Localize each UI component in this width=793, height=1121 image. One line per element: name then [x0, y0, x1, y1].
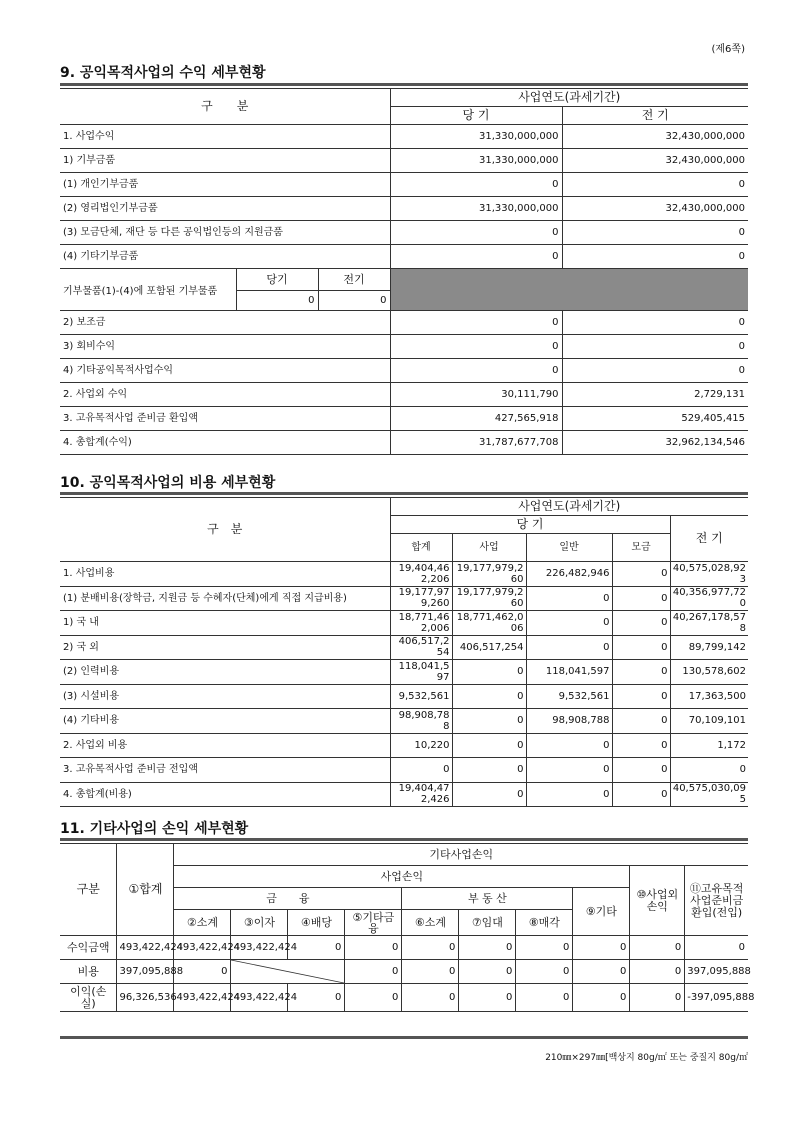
business-value: 406,517,254 [452, 635, 526, 660]
total-value: 19,404,462,206 [390, 562, 452, 587]
table-row [60, 709, 748, 734]
current-value: 31,330,000,000 [390, 125, 562, 149]
business-value: 0 [452, 758, 526, 783]
previous-value: 0 [562, 335, 748, 359]
row-label: 2. 사업외 비용 [60, 733, 390, 758]
previous-value: 2,729,131 [562, 383, 748, 407]
rent-value: 0 [459, 960, 516, 984]
rent-value: 0 [459, 936, 516, 960]
fundraising-value: 0 [612, 709, 670, 734]
current-value: 31,330,000,000 [390, 197, 562, 221]
row-label: 수익금액 [60, 936, 117, 960]
table-row [60, 984, 748, 1012]
general-value: 226,482,946 [526, 562, 612, 587]
current-value: 427,565,918 [390, 407, 562, 431]
col-header-total: ①합계 [117, 844, 174, 936]
col-header-fundraising: 모금 [612, 534, 670, 562]
row-label: (2) 영리법인기부금품 [60, 197, 390, 221]
goods-previous-header: 전기 [318, 269, 390, 291]
section-11-rule [60, 838, 748, 841]
nonbusiness-value: 0 [630, 936, 685, 960]
previous-value: 89,799,142 [670, 635, 748, 660]
section-10-title: 10. 공익목적사업의 비용 세부현황 [60, 475, 276, 491]
table-row [60, 960, 748, 984]
general-value: 9,532,561 [526, 684, 612, 709]
general-value: 118,041,597 [526, 660, 612, 685]
fundraising-value: 0 [612, 660, 670, 685]
realestate-subtotal-value: 0 [402, 960, 459, 984]
table-row [60, 660, 748, 685]
business-value: 0 [452, 660, 526, 685]
current-value: 0 [390, 221, 562, 245]
general-value: 0 [526, 782, 612, 807]
col-header-etc: ⑨기타 [573, 888, 630, 936]
table-row [60, 758, 748, 783]
table-row [60, 684, 748, 709]
table-row [60, 431, 748, 455]
previous-value: 0 [562, 245, 748, 269]
total-value: 96,326,536 [117, 984, 174, 1012]
general-value: 0 [526, 733, 612, 758]
other-finance-value: 0 [345, 936, 402, 960]
fundraising-value: 0 [612, 782, 670, 807]
business-value: 0 [452, 733, 526, 758]
previous-value: 40,575,030,095 [670, 782, 748, 807]
fundraising-value: 0 [612, 684, 670, 709]
nonbusiness-value: 0 [630, 984, 685, 1012]
table-row [60, 221, 748, 245]
previous-value: 0 [562, 173, 748, 197]
general-value: 0 [526, 611, 612, 636]
sale-value: 0 [516, 984, 573, 1012]
total-value: 0 [390, 758, 452, 783]
table-row [60, 782, 748, 807]
table-row [60, 383, 748, 407]
sale-value: 0 [516, 960, 573, 984]
col-header-general: 일반 [526, 534, 612, 562]
col-header-previous: 전 기 [670, 516, 748, 562]
previous-value: 32,962,134,546 [562, 431, 748, 455]
col-header-year: 사업연도(과세기간) [390, 498, 748, 516]
fundraising-value: 0 [612, 733, 670, 758]
dividend-value: 0 [288, 984, 345, 1012]
business-value: 19,177,979,260 [452, 562, 526, 587]
etc-value: 0 [573, 960, 630, 984]
reserve-value: -397,095,888 [685, 984, 748, 1012]
col-header-business: 사업 [452, 534, 526, 562]
col-header-realestate: 부 동 산 [402, 888, 573, 910]
col-header-reserve: ⑪고유목적사업준비금환입(전입) [685, 866, 748, 936]
general-value: 98,908,788 [526, 709, 612, 734]
row-label: (2) 인력비용 [60, 660, 390, 685]
table-row [60, 407, 748, 431]
table-row [60, 936, 748, 960]
row-label: 비용 [60, 960, 117, 984]
paper-spec-footer: 210㎜×297㎜[백상지 80g/㎡ 또는 중질지 80g/㎡ [545, 1053, 748, 1063]
col-header-interest: ③이자 [231, 910, 288, 936]
general-value: 0 [526, 758, 612, 783]
row-label: 1) 국 내 [60, 611, 390, 636]
row-label: (4) 기타비용 [60, 709, 390, 734]
current-value: 30,111,790 [390, 383, 562, 407]
previous-value: 32,430,000,000 [562, 149, 748, 173]
row-label: 2) 보조금 [60, 311, 390, 335]
fundraising-value: 0 [612, 562, 670, 587]
col-header-rent: ⑦임대 [459, 910, 516, 936]
previous-value: 0 [562, 221, 748, 245]
total-value: 98,908,788 [390, 709, 452, 734]
total-value: 406,517,254 [390, 635, 452, 660]
col-header-dividend: ④배당 [288, 910, 345, 936]
table-row [60, 586, 748, 611]
business-value: 18,771,462,006 [452, 611, 526, 636]
previous-value: 32,430,000,000 [562, 197, 748, 221]
dividend-value: 0 [288, 936, 345, 960]
previous-value: 529,405,415 [562, 407, 748, 431]
expense-table [60, 497, 748, 562]
row-label: (1) 분배비용(장학금, 지원금 등 수혜자(단체)에게 직접 지급비용) [60, 586, 390, 611]
diagonal-line [231, 960, 344, 983]
col-header-other-finance: ⑤기타금융 [345, 910, 402, 936]
row-label: 1. 사업수익 [60, 125, 390, 149]
current-value: 0 [390, 173, 562, 197]
row-label: (4) 기타기부금품 [60, 245, 390, 269]
nonbusiness-value: 0 [630, 960, 685, 984]
previous-value: 17,363,500 [670, 684, 748, 709]
other-finance-value: 0 [345, 960, 402, 984]
row-label: 1. 사업비용 [60, 562, 390, 587]
table-row [60, 149, 748, 173]
realestate-subtotal-value: 0 [402, 984, 459, 1012]
col-header-gubun: 구 분 [60, 89, 390, 125]
table-row [60, 562, 748, 587]
business-value: 0 [452, 782, 526, 807]
general-value: 0 [526, 635, 612, 660]
row-label: 4) 기타공익목적사업수익 [60, 359, 390, 383]
col-header-total: 합계 [390, 534, 452, 562]
col-header-gubun: 구 분 [60, 498, 390, 562]
previous-value: 0 [562, 311, 748, 335]
page-number: (제6쪽) [711, 44, 745, 55]
current-value: 31,330,000,000 [390, 149, 562, 173]
previous-value: 32,430,000,000 [562, 125, 748, 149]
finance-subtotal-value: 493,422,424 [174, 984, 231, 1012]
current-value: 0 [390, 359, 562, 383]
business-value: 0 [452, 684, 526, 709]
table-row [60, 359, 748, 383]
other-finance-value: 0 [345, 984, 402, 1012]
table-row [60, 311, 748, 335]
row-label: (3) 모금단체, 재단 등 다른 공익법인등의 지원금품 [60, 221, 390, 245]
previous-value: 130,578,602 [670, 660, 748, 685]
col-header-year: 사업연도(과세기간) [390, 89, 748, 107]
table-row [60, 173, 748, 197]
row-label: 4. 총합계(비용) [60, 782, 390, 807]
current-value: 0 [390, 245, 562, 269]
previous-value: 40,356,977,720 [670, 586, 748, 611]
row-label: 1) 기부금품 [60, 149, 390, 173]
col-header-subtotal-finance: ②소계 [174, 910, 231, 936]
row-label: 4. 총합계(수익) [60, 431, 390, 455]
col-header-gubun: 구분 [60, 844, 117, 936]
col-header-nonbusiness: ⑩사업외손익 [630, 866, 685, 936]
row-label: 3. 고유목적사업 준비금 전입액 [60, 758, 390, 783]
fundraising-value: 0 [612, 586, 670, 611]
total-value: 397,095,888 [117, 960, 174, 984]
total-value: 18,771,462,006 [390, 611, 452, 636]
interest-value: 493,422,424 [231, 984, 288, 1012]
section-10-rule [60, 492, 748, 495]
section-9-title: 9. 공익목적사업의 수익 세부현황 [60, 65, 266, 81]
previous-value: 0 [562, 359, 748, 383]
fundraising-value: 0 [612, 635, 670, 660]
finance-subtotal-value: 0 [174, 960, 231, 984]
section-11-title: 11. 기타사업의 손익 세부현황 [60, 821, 249, 837]
row-label: (1) 개인기부금품 [60, 173, 390, 197]
goods-current-header: 당기 [236, 269, 318, 291]
row-label: 3. 고유목적사업 준비금 환입액 [60, 407, 390, 431]
realestate-subtotal-value: 0 [402, 936, 459, 960]
total-value: 493,422,424 [117, 936, 174, 960]
rent-value: 0 [459, 984, 516, 1012]
total-value: 10,220 [390, 733, 452, 758]
col-header-other-business: 기타사업손익 [174, 844, 748, 866]
previous-value: 40,267,178,578 [670, 611, 748, 636]
total-value: 9,532,561 [390, 684, 452, 709]
table-row [60, 611, 748, 636]
current-value: 0 [390, 311, 562, 335]
total-value: 118,041,597 [390, 660, 452, 685]
general-value: 0 [526, 586, 612, 611]
current-value: 0 [390, 335, 562, 359]
goods-current-value: 0 [236, 291, 318, 311]
other-business-table [60, 843, 755, 1012]
goods-previous-value: 0 [318, 291, 390, 311]
current-value: 31,787,677,708 [390, 431, 562, 455]
etc-value: 0 [573, 936, 630, 960]
row-label: 2. 사업외 수익 [60, 383, 390, 407]
previous-value: 40,575,028,923 [670, 562, 748, 587]
previous-value: 1,172 [670, 733, 748, 758]
table-row [60, 733, 748, 758]
previous-value: 0 [670, 758, 748, 783]
col-header-current: 당 기 [390, 107, 562, 125]
fundraising-value: 0 [612, 758, 670, 783]
total-value: 19,177,979,260 [390, 586, 452, 611]
row-label: 이익(손실) [60, 984, 117, 1012]
sale-value: 0 [516, 936, 573, 960]
reserve-value: 397,095,888 [685, 960, 748, 984]
fundraising-value: 0 [612, 611, 670, 636]
section-9-rule [60, 83, 748, 86]
business-value: 19,177,979,260 [452, 586, 526, 611]
total-value: 19,404,472,426 [390, 782, 452, 807]
bottom-rule [60, 1036, 748, 1039]
table-row [60, 245, 748, 269]
diagonal-cell [231, 960, 345, 984]
finance-subtotal-value: 493,422,424 [174, 936, 231, 960]
col-header-current: 당 기 [390, 516, 670, 534]
previous-value: 70,109,101 [670, 709, 748, 734]
etc-value: 0 [573, 984, 630, 1012]
table-row [60, 635, 748, 660]
col-header-previous: 전 기 [562, 107, 748, 125]
col-header-sale: ⑧매각 [516, 910, 573, 936]
col-header-finance: 금 융 [174, 888, 402, 910]
business-value: 0 [452, 709, 526, 734]
row-label: (3) 시설비용 [60, 684, 390, 709]
reserve-value: 0 [685, 936, 748, 960]
col-header-subtotal-realestate: ⑥소계 [402, 910, 459, 936]
row-label: 2) 국 외 [60, 635, 390, 660]
interest-value: 493,422,424 [231, 936, 288, 960]
col-header-business-profit: 사업손익 [174, 866, 630, 888]
row-label: 3) 회비수익 [60, 335, 390, 359]
expense-table-body [60, 561, 748, 807]
revenue-table [60, 88, 748, 455]
table-row [60, 335, 748, 359]
goods-label: 기부물품(1)-(4)에 포함된 기부물품 [60, 269, 236, 311]
table-row [60, 197, 748, 221]
table-row [60, 125, 748, 149]
shaded-cell [390, 269, 748, 311]
